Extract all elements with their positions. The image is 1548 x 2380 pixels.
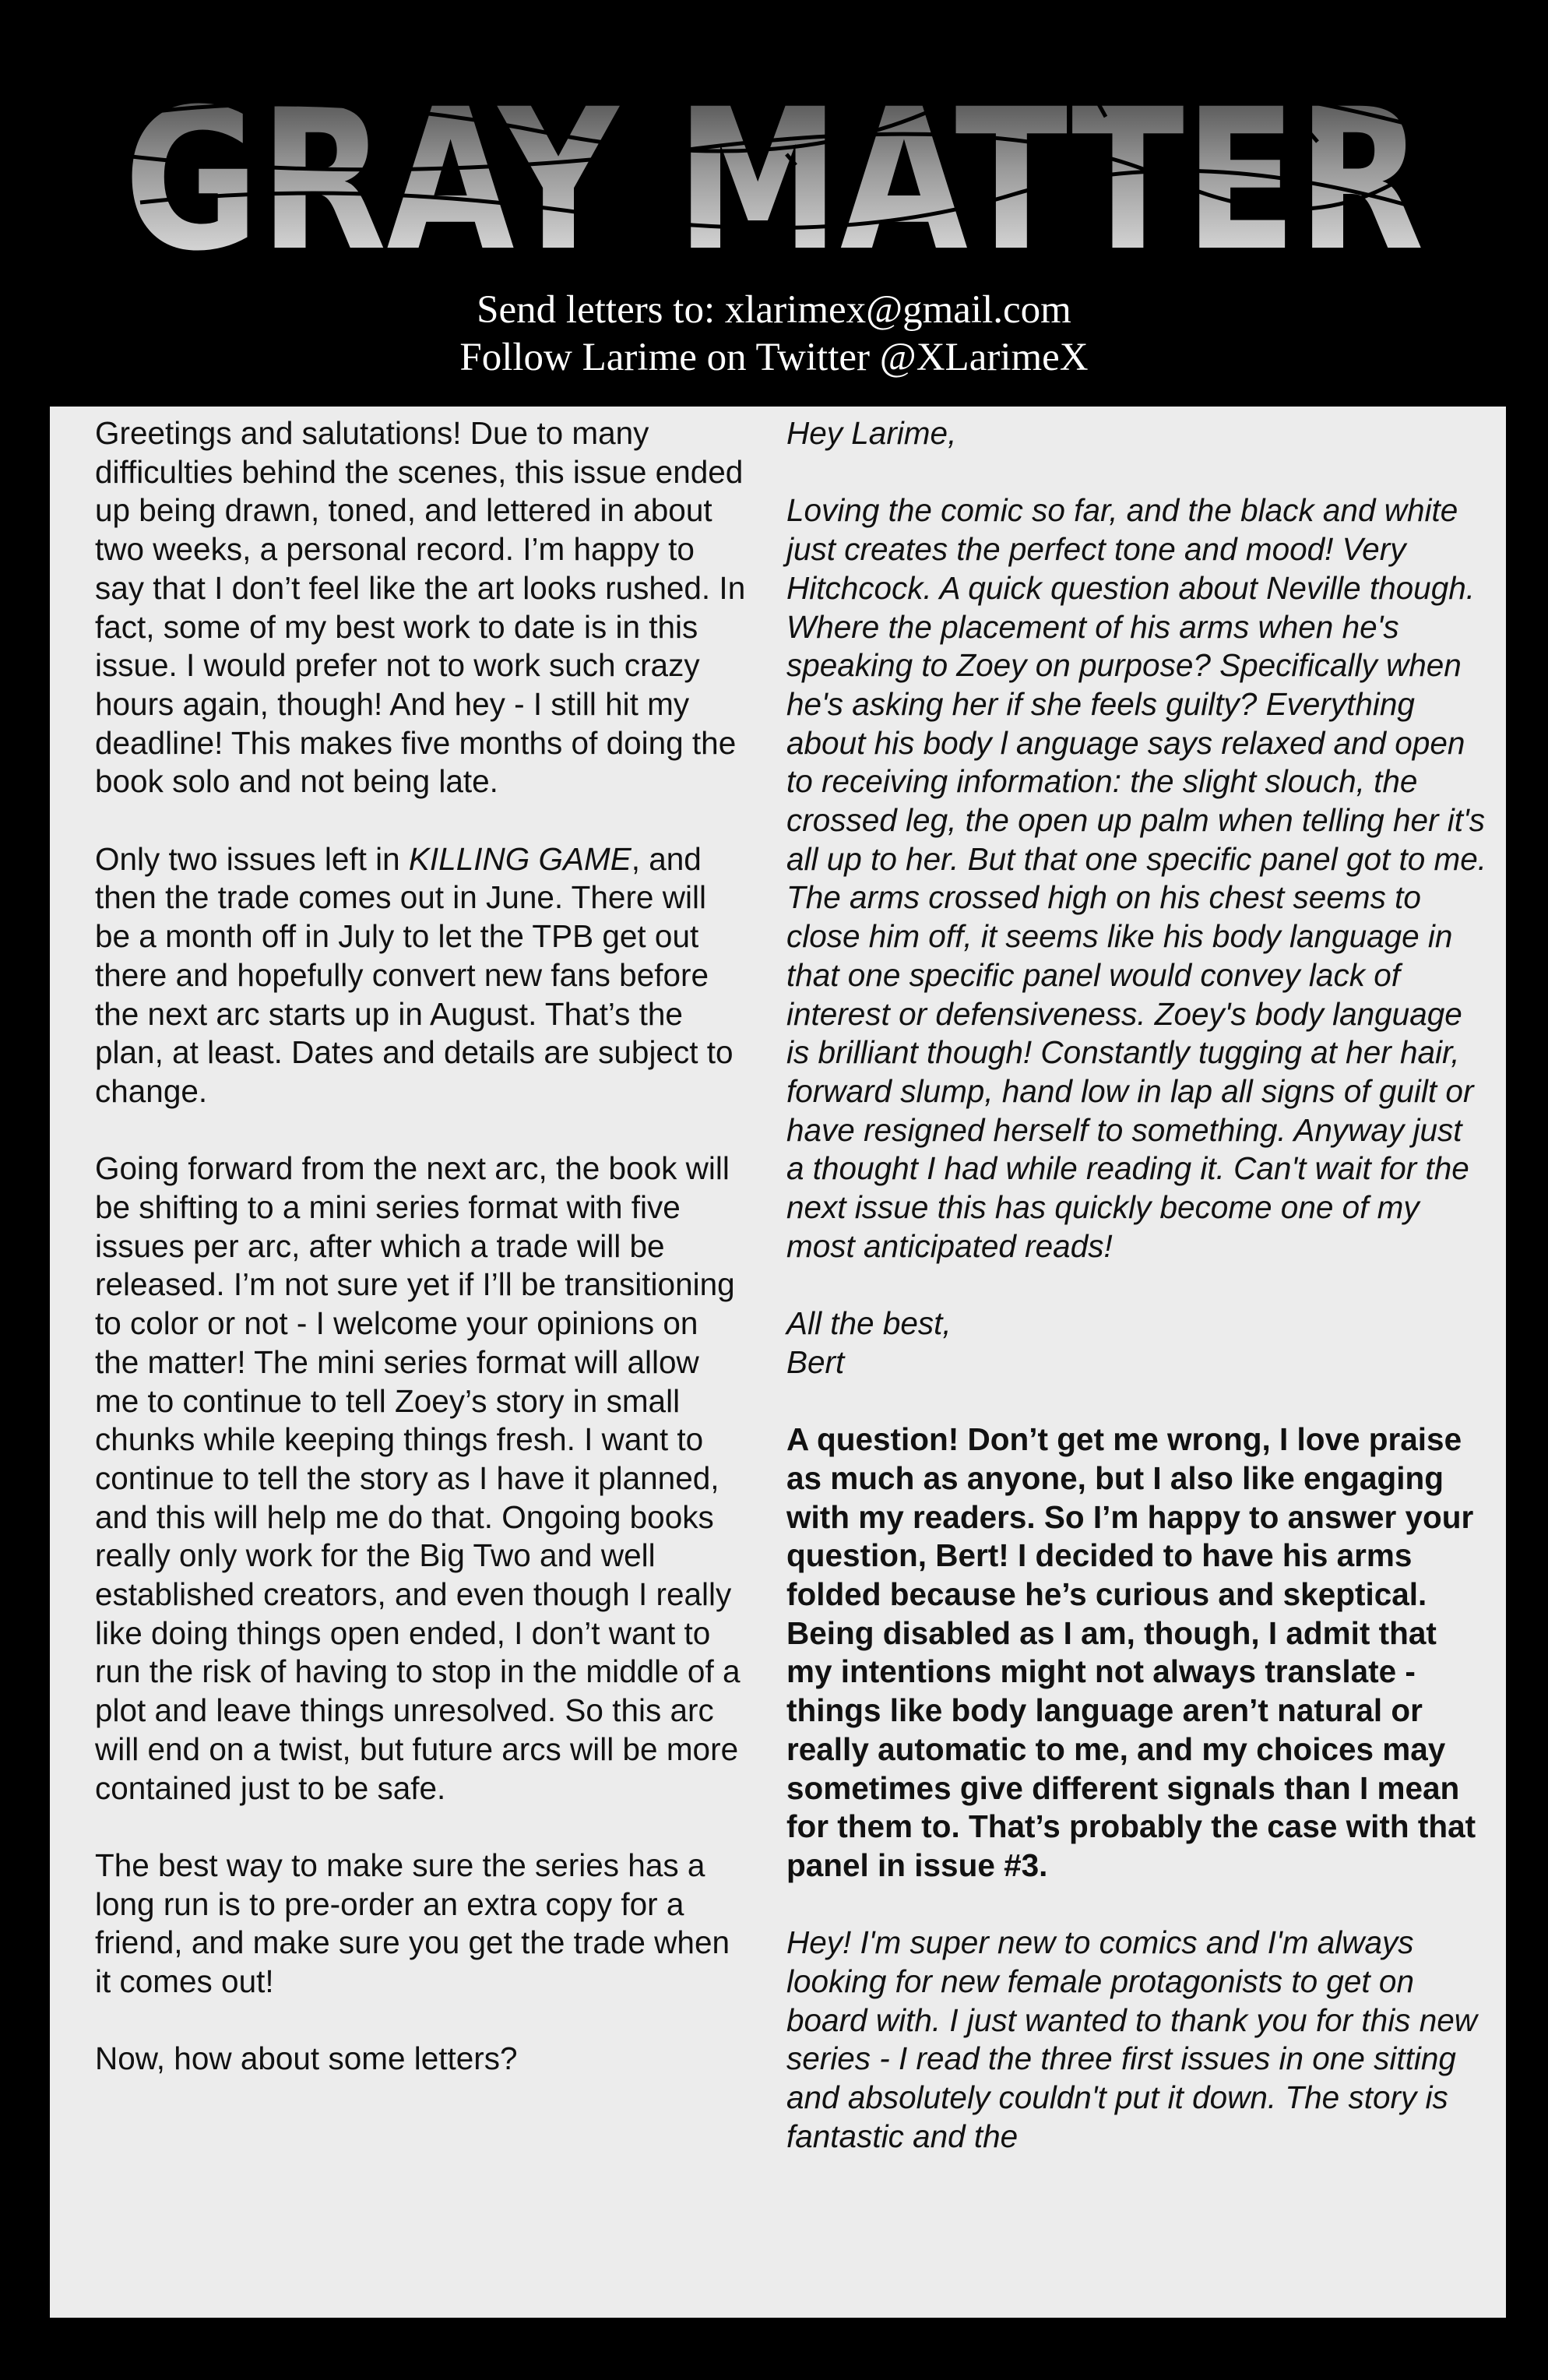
series-title: KILLING GAME [408,840,632,877]
letter1-greeting: Hey Larime, [786,415,957,451]
schedule-text-start: Only two issues left in [95,840,409,877]
letter1-signature [786,1304,1487,1382]
twitter-line: Follow Larime on Twitter @XLarimeX [459,336,1089,379]
letter1-author: Bert [786,1343,845,1380]
logo-title: GRAY MATTER [124,67,1424,280]
letter2-body: Hey! I'm super new to comics and I'm always looking for new female protagonists to get on board with. I just wanted to thank you for this new series - I read the three first issues in one sitting and absolutely couldn't put it down. The story is fantastic and the [786,1924,1477,2154]
gray-matter-logo [0,0,1548,280]
editorial-letters-intro: Now, how about some letters? [95,2040,518,2077]
editorial-intro: Greetings and salutations! Due to many difficulties behind the scenes, this issue ended up being drawn, toned, and lettered in about two weeks, a personal record. I’m happy to say that I don’t feel like the art looks rushed. In fact, some of my best work to date is in this issue. I would prefer not to work such crazy hours again, though! And hey - I still hit my deadline! This makes five months of doing the book solo and not being late. [95,415,746,800]
schedule-text-end: , and then the trade comes out in June. There will be a month off in July to let the TPB get out there and hopefully convert new fans before the next arc starts up in August. That’s the plan, at least. Dates and details are subject to change. [95,840,734,1109]
letters-column [786,414,1487,2156]
editorial-format-change: Going forward from the next arc, the book will be shifting to a mini series format with five issues per arc, after which a trade will be released. I’m not sure yet if I’ll be transitioning to color or not - I welcome your opinions on the matter! The mini series format will allow me to continue to tell Zoey’s story in small chunks while keeping things fresh. I want to continue to tell the story as I have it planned, and this will help me do that. Ongoing books really only work for the Big Two and well established creators, and even though I really like doing things open ended, I don’t want to run the risk of having to stop in the middle of a plot and leave things unresolved. So this arc will end on a twist, but future arcs will be more contained just to be safe. [95,1150,741,1806]
letter1-signoff: All the best, [786,1305,952,1342]
editorial-column [95,414,749,2118]
letters-page-panel [50,407,1506,2318]
editorial-preorder: The best way to make sure the series has a long run is to pre-order an extra copy for a friend, and make sure you get the trade when it comes out! [95,1847,730,2000]
reply1: A question! Don’t get me wrong, I love praise as much as anyone, but I also like engaging with my readers. So I’m happy to answer your question, Bert! I decided to have his arms folded because he’s curious and skeptical. Being disabled as I am, though, I admit that my intentions might not always translate - things like body language aren’t natural or really automatic to me, and my choices may sometimes give different signals than I mean for them to. That’s probably the case with that panel in issue #3. [786,1421,1476,1883]
editorial-schedule [95,840,749,1111]
letter1-body: Loving the comic so far, and the black and white just creates the perfect tone and mood! Very Hitchcock. A quick question about Neville though. Where the placement of his arms when he's speaking to Zoey on purpose? Specifically when he's asking her if she feels guilty? Everything about his body l anguage says relaxed and open to receiving information: the slight slouch, the crossed leg, the open up palm when telling her it's all up to her. But that one specific panel got to me. The arms crossed high on his chest seems to close him off, it seems like his body language in that one specific panel would convey lack of interest or defensiveness. Zoey's body language is brilliant though! Constantly tugging at her hair, forward slump, hand low in lap all signs of guilt or have resigned herself to something. Anyway just a thought I had while reading it. Can't wait for the next issue this has quickly become one of my most anticipated reads! [786,492,1487,1264]
contact-info [0,287,1548,382]
send-letters-line: Send letters to: xlarimex@gmail.com [477,288,1071,332]
masthead [0,0,1548,405]
